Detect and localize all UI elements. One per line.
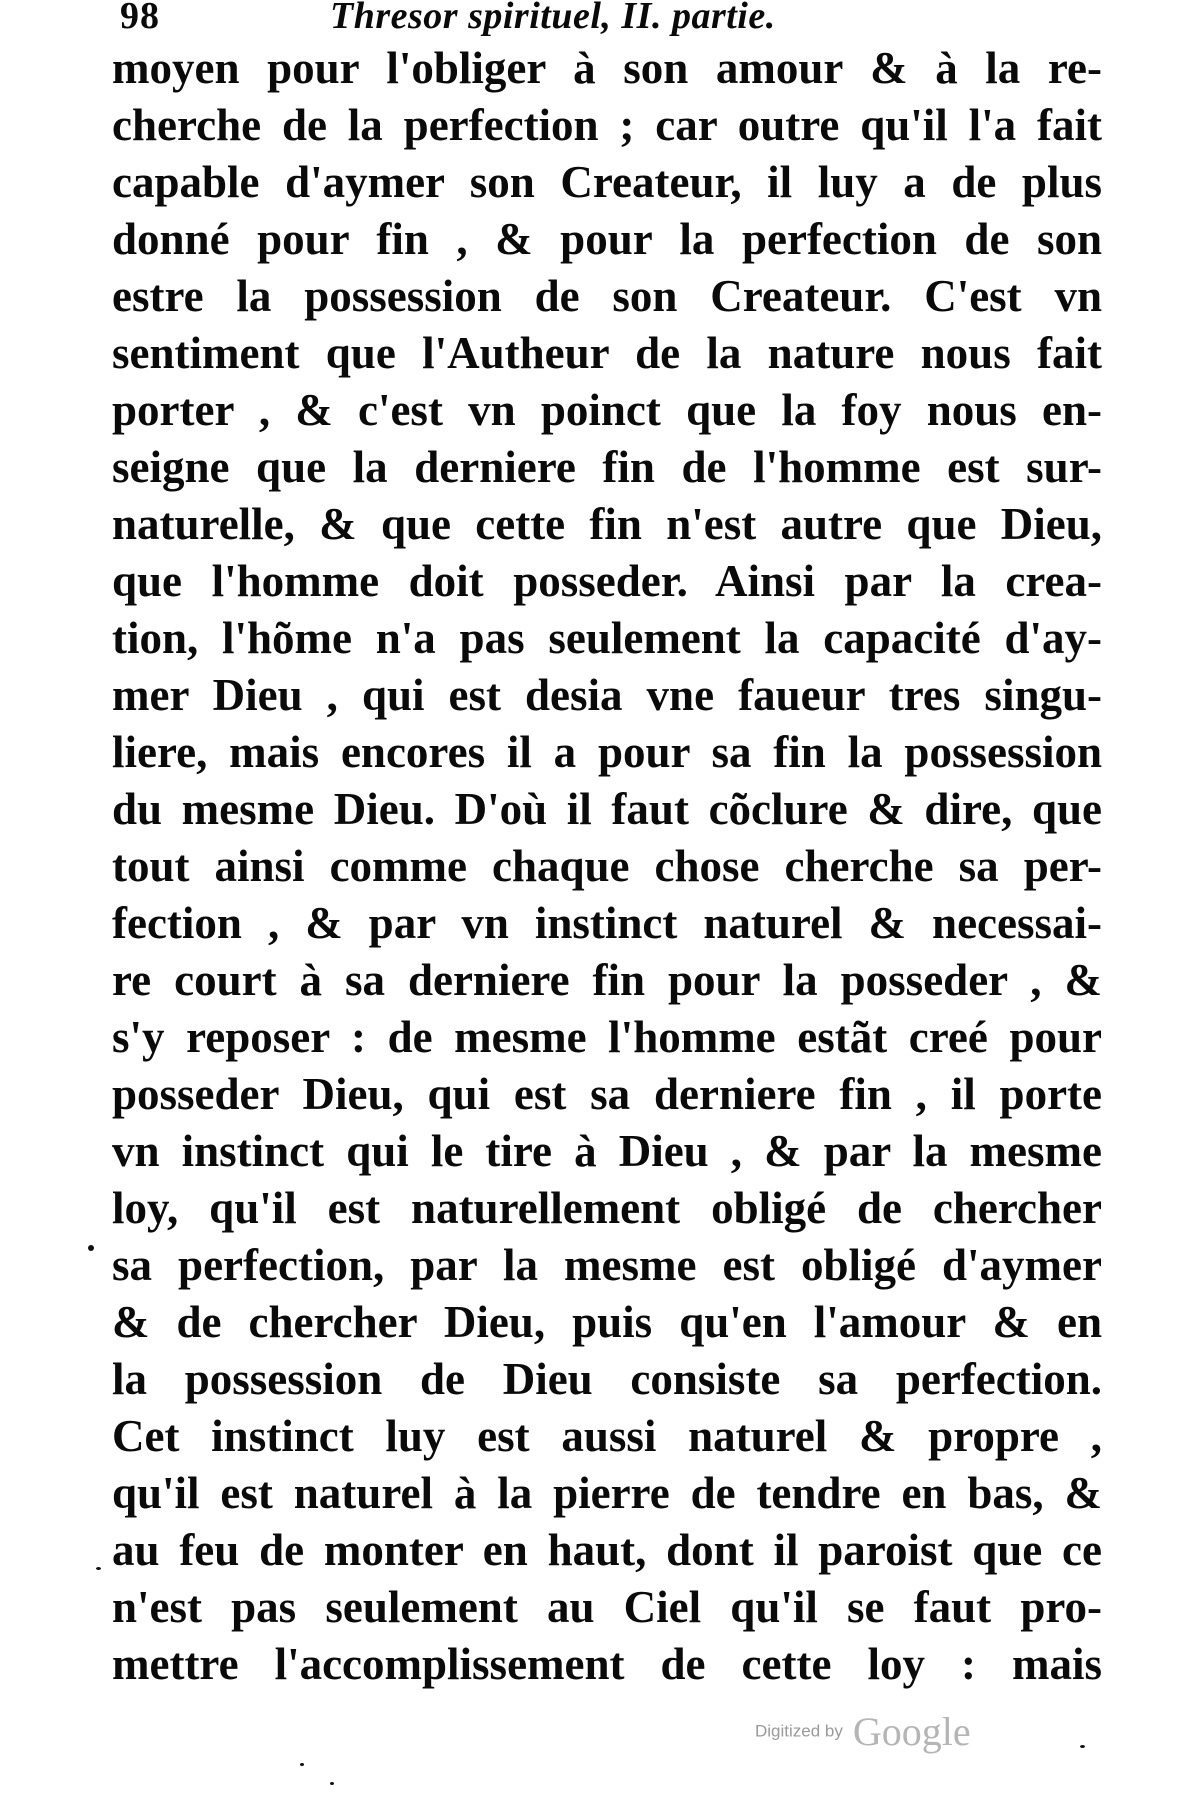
text-line: seigne que la derniere fin de l'homme est sur- [112, 442, 1102, 492]
text-line: naturelle, & que cette fin n'est autre que Dieu, [112, 499, 1102, 549]
scan-speck [330, 1782, 334, 1785]
text-line: capable d'aymer son Createur, il luy a de plus [112, 157, 1102, 207]
scan-speck [1080, 1745, 1085, 1748]
page-number: 98 [120, 0, 160, 37]
text-line: sa perfection, par la mesme est obligé d'aymer [112, 1240, 1102, 1290]
text-line: cherche de la perfection ; car outre qu'il l'a fait [112, 100, 1102, 150]
text-line: donné pour fin , & pour la perfection de son [112, 214, 1102, 264]
watermark-prefix: Digitized by [755, 1721, 843, 1741]
text-line: s'y reposer : de mesme l'homme estãt creé pour [112, 1012, 1102, 1062]
text-line: re court à sa derniere fin pour la posseder , & [112, 955, 1102, 1005]
text-line: estre la possession de son Createur. C'est vn [112, 271, 1102, 321]
body-text [112, 40, 1102, 1693]
text-line: fection , & par vn instinct naturel & necessai- [112, 898, 1102, 948]
digitization-watermark [755, 1708, 971, 1758]
text-line: moyen pour l'obliger à son amour & à la re- [112, 43, 1102, 93]
text-line: porter , & c'est vn poinct que la foy nous en- [112, 385, 1102, 435]
text-line: du mesme Dieu. D'où il faut cõclure & dire, que [112, 784, 1102, 834]
text-line: tion, l'hõme n'a pas seulement la capacité d'ay- [112, 613, 1102, 663]
scan-speck [88, 1245, 94, 1251]
page-header [120, 0, 1020, 44]
text-line: que l'homme doit posseder. Ainsi par la crea- [112, 556, 1102, 606]
text-line: loy, qu'il est naturellement obligé de chercher [112, 1183, 1102, 1233]
text-line: posseder Dieu, qui est sa derniere fin , il porte [112, 1069, 1102, 1119]
text-line: mer Dieu , qui est desia vne faueur tres singu- [112, 670, 1102, 720]
text-line: au feu de monter en haut, dont il paroist que ce [112, 1525, 1102, 1575]
text-line: qu'il est naturel à la pierre de tendre en bas, & [112, 1468, 1102, 1518]
text-line: & de chercher Dieu, puis qu'en l'amour & en [112, 1297, 1102, 1347]
running-head: Thresor spirituel, II. partie. [330, 0, 776, 37]
text-line: tout ainsi comme chaque chose cherche sa per- [112, 841, 1102, 891]
text-line: Cet instinct luy est aussi naturel & propre , [112, 1411, 1102, 1461]
text-line: sentiment que l'Autheur de la nature nous fait [112, 328, 1102, 378]
text-line: n'est pas seulement au Ciel qu'il se faut pro- [112, 1582, 1102, 1632]
text-line: mettre l'accomplissement de cette loy : mais [112, 1639, 1102, 1689]
text-line: la possession de Dieu consiste sa perfection. [112, 1354, 1102, 1404]
text-line: liere, mais encores il a pour sa fin la possession [112, 727, 1102, 777]
text-line: vn instinct qui le tire à Dieu , & par la mesme [112, 1126, 1102, 1176]
scan-speck [96, 1567, 101, 1570]
watermark-brand: Google [852, 1709, 971, 1754]
scan-speck [300, 1763, 304, 1766]
